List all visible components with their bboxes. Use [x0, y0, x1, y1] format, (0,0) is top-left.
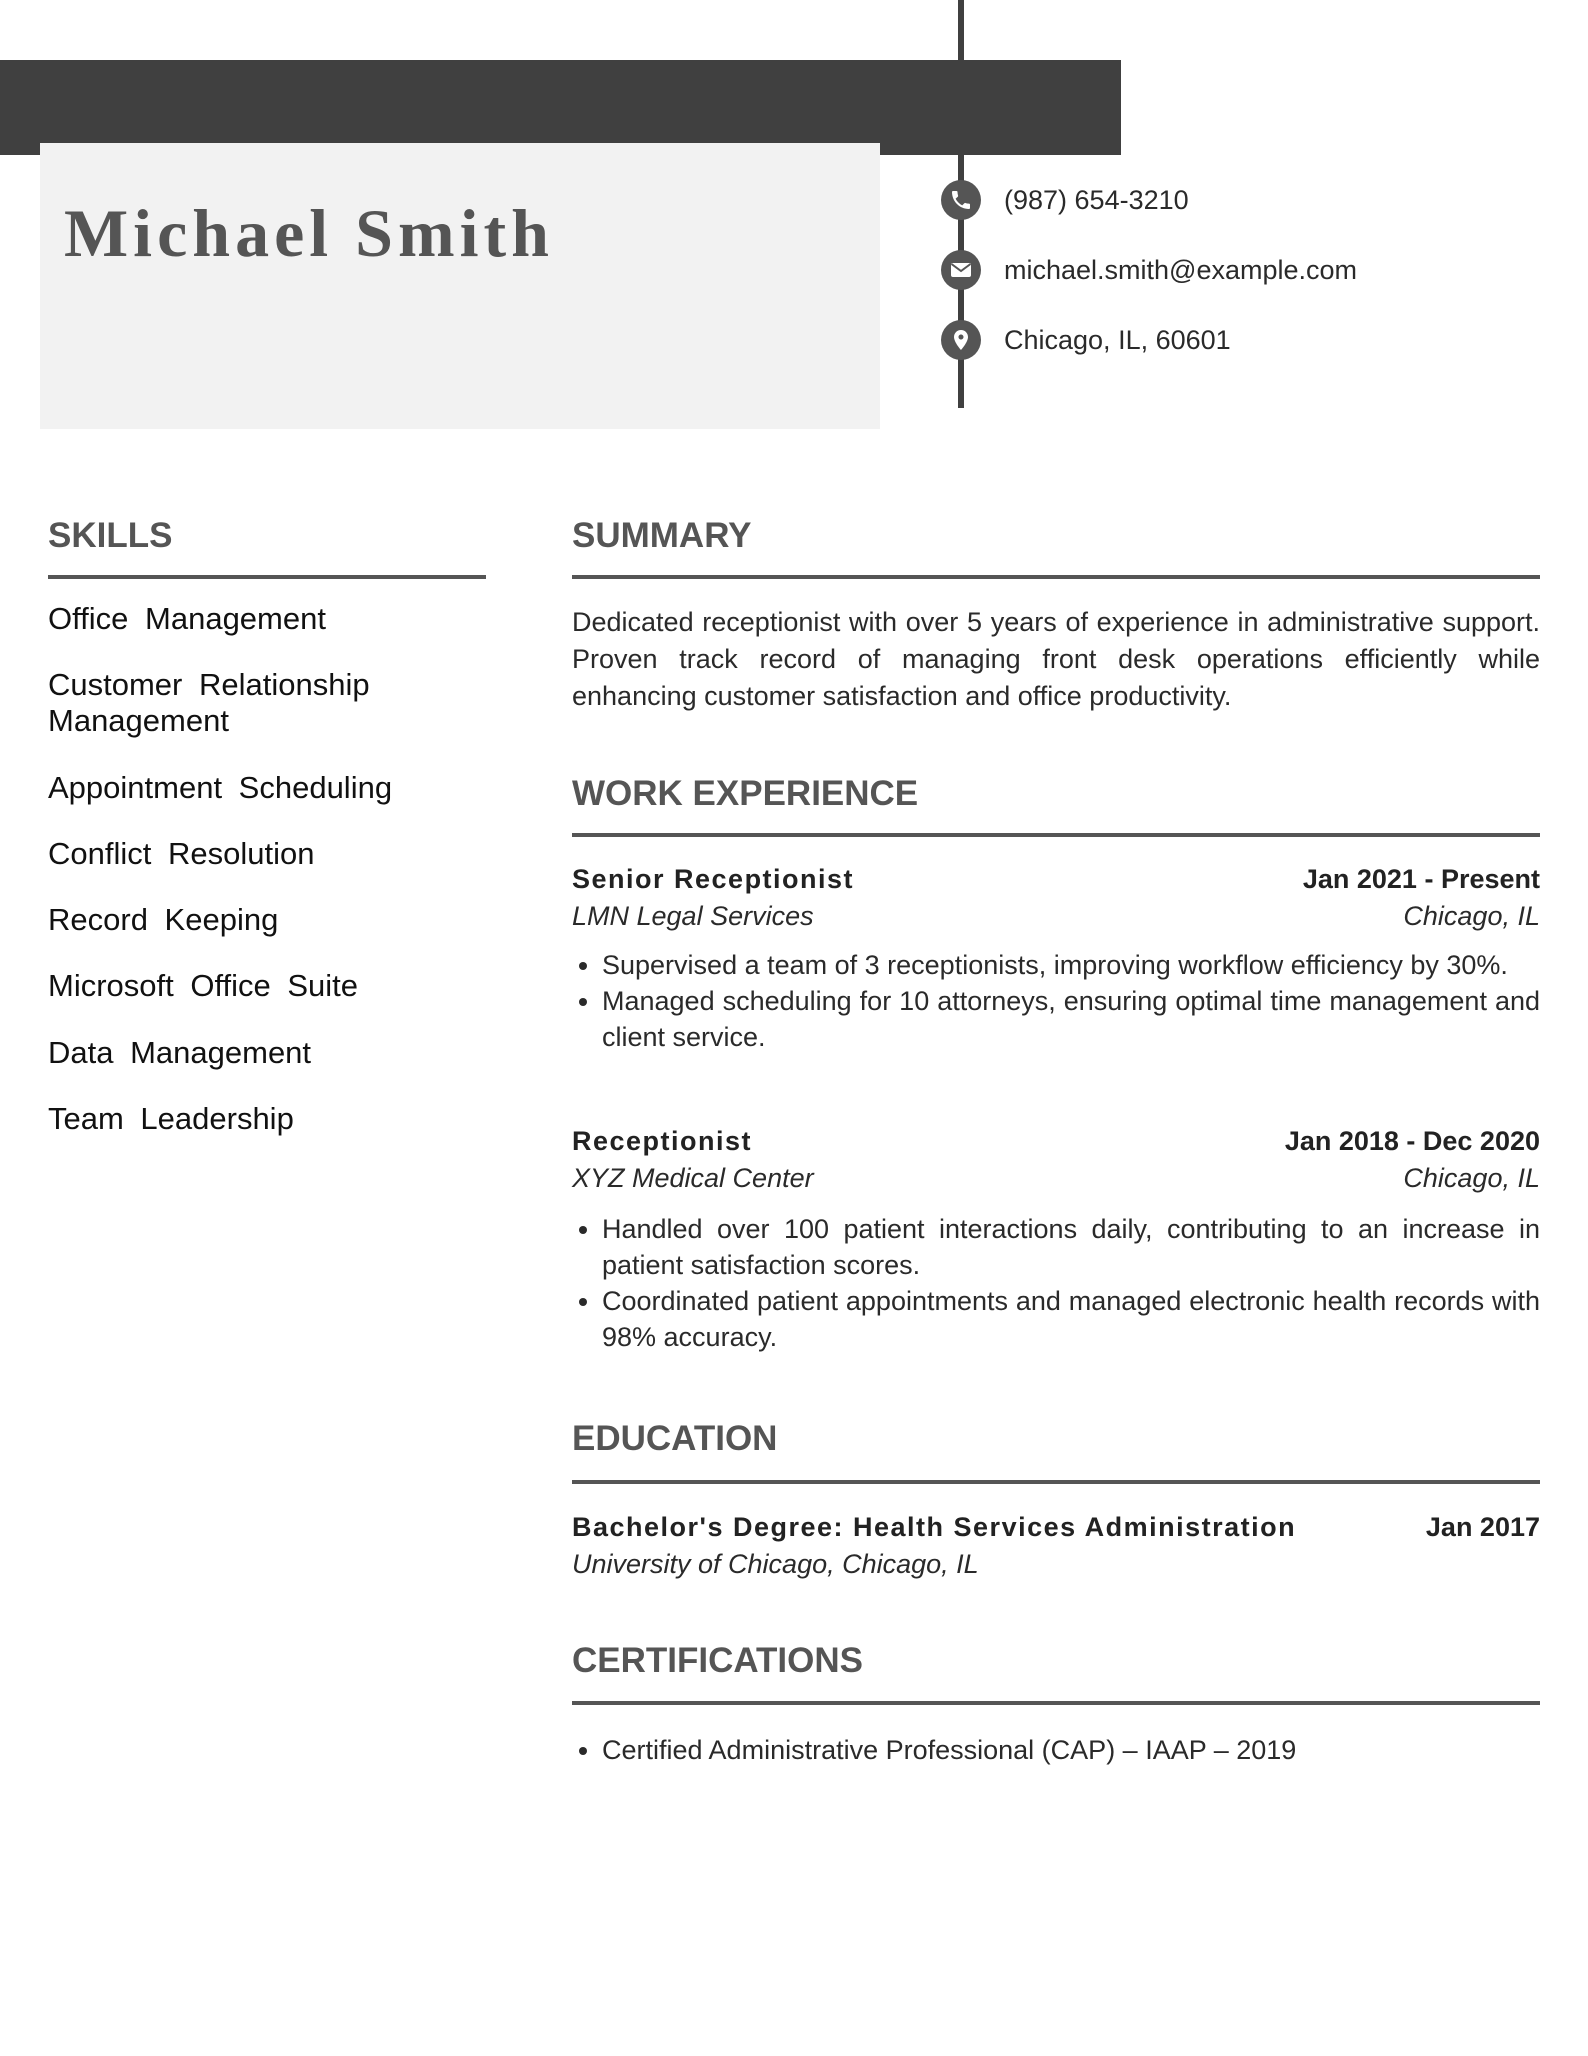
job-header: [572, 1126, 1540, 1163]
summary-text: Dedicated receptionist with over 5 years of experience in administrative support. Proven track record of managing front desk operations efficiently while enhancing customer satisfaction and office productivity.: [572, 607, 1540, 711]
job-bullet: • Managed scheduling for 10 attorneys, ensuring optimal time management and client service.: [602, 983, 1540, 1055]
job-company: XYZ Medical Center: [572, 1163, 814, 1193]
skill-item: Record Keeping: [48, 902, 279, 937]
education-heading: EDUCATION: [572, 1419, 778, 1458]
skills-rule: [48, 575, 486, 579]
skill-item: Customer Relationship Management: [48, 667, 370, 738]
candidate-name: Michael Smith: [64, 195, 554, 271]
certification-item: • Certified Administrative Professional (CAP) – IAAP – 2019: [602, 1732, 1540, 1768]
job-subheader: [572, 901, 1540, 938]
contact-location: [941, 320, 1231, 360]
education-rule: [572, 1480, 1540, 1484]
skill-item: Office Management: [48, 601, 326, 636]
school-name: University of Chicago, Chicago, IL: [572, 1549, 979, 1579]
certifications-heading: CERTIFICATIONS: [572, 1641, 864, 1680]
location-icon: [941, 320, 981, 360]
job-header: [572, 864, 1540, 901]
location-text: Chicago, IL, 60601: [1004, 324, 1231, 355]
degree-date: Jan 2017: [1425, 1512, 1540, 1542]
phone-icon: [941, 180, 981, 220]
skill-item: Team Leadership: [48, 1101, 294, 1136]
education-subheader: [572, 1549, 1540, 1586]
job-bullet: • Handled over 100 patient interactions daily, contributing to an increase in patient satisfaction scores.: [602, 1211, 1540, 1283]
certifications-rule: [572, 1701, 1540, 1705]
certification-bullets: [572, 1732, 1540, 1768]
job-subheader: [572, 1163, 1540, 1200]
education-entry: [572, 1512, 1540, 1586]
name-panel: [40, 143, 880, 429]
job-title: Senior Receptionist: [572, 864, 855, 894]
job-bullet: • Supervised a team of 3 receptionists, improving workflow efficiency by 30%.: [602, 947, 1540, 983]
job-dates: Jan 2021 - Present: [1302, 864, 1540, 894]
contact-email: [941, 250, 1357, 290]
skill-item: Data Management: [48, 1035, 312, 1070]
phone-text: (987) 654-3210: [1004, 184, 1189, 215]
summary-rule: [572, 575, 1540, 579]
skill-item: Microsoft Office Suite: [48, 968, 359, 1003]
email-text: michael.smith@example.com: [1004, 254, 1358, 285]
summary-heading: SUMMARY: [572, 516, 752, 555]
skill-item: Appointment Scheduling: [48, 770, 393, 805]
job-entry: [572, 864, 1540, 1055]
job-bullets: [572, 1211, 1540, 1355]
job-location: Chicago, IL: [1403, 901, 1540, 931]
experience-heading: WORK EXPERIENCE: [572, 774, 919, 813]
email-icon: [941, 250, 981, 290]
skill-item: Conflict Resolution: [48, 836, 315, 871]
job-company: LMN Legal Services: [572, 901, 814, 931]
certifications-list: [572, 1732, 1540, 1768]
header-bar: [0, 60, 1121, 155]
skills-heading: SKILLS: [48, 516, 173, 555]
degree-title: Bachelor's Degree: Health Services Administration: [572, 1512, 1297, 1542]
job-bullets: [572, 947, 1540, 1055]
job-location: Chicago, IL: [1403, 1163, 1540, 1193]
education-header: [572, 1512, 1540, 1549]
contact-phone: [941, 180, 1189, 220]
job-title: Receptionist: [572, 1126, 753, 1156]
job-entry: [572, 1126, 1540, 1355]
job-bullet: • Coordinated patient appointments and managed electronic health records with 98% accuracy.: [602, 1283, 1540, 1355]
job-dates: Jan 2018 - Dec 2020: [1284, 1126, 1540, 1156]
experience-rule: [572, 833, 1540, 837]
